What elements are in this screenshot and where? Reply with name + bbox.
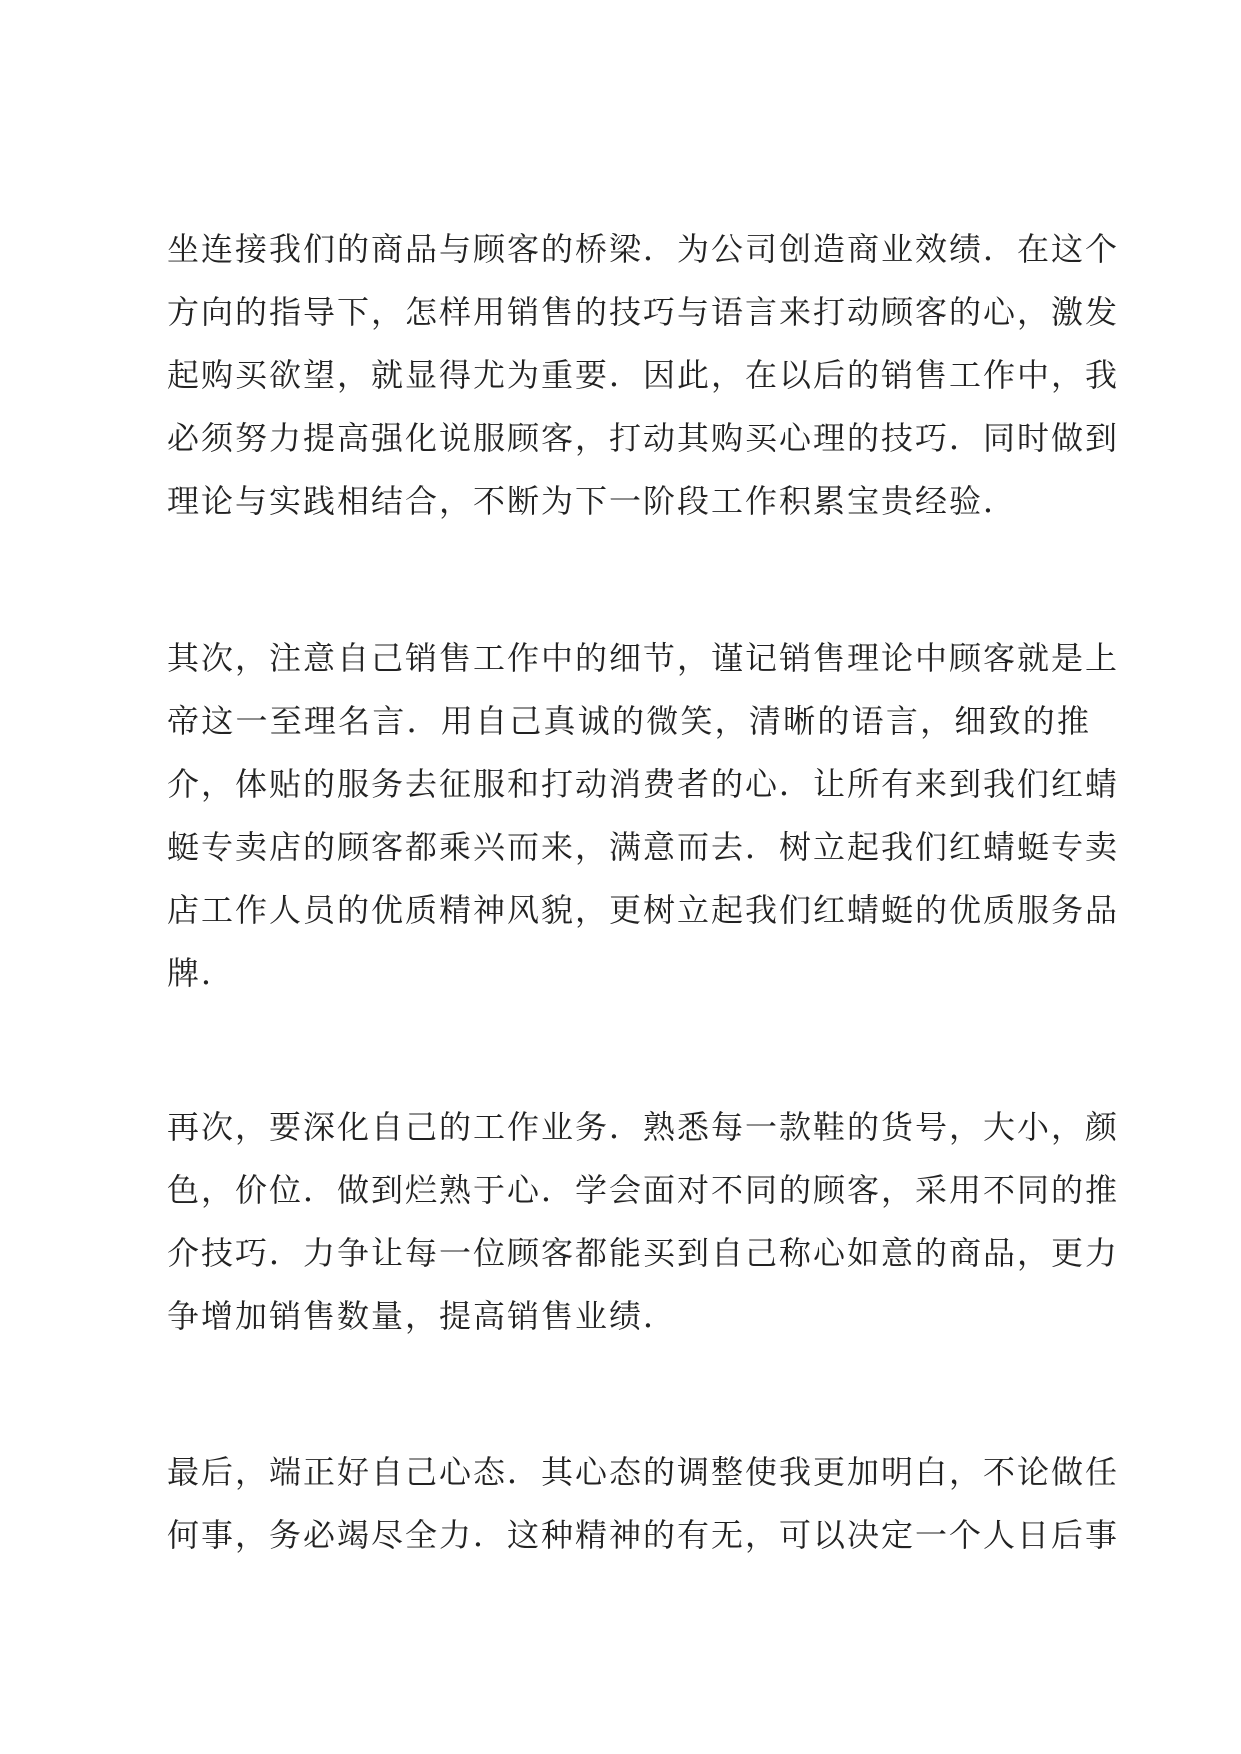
paragraph-line: 再次，要深化自己的工作业务．熟悉每一款鞋的货号，大小，颜	[167, 1108, 1120, 1146]
paragraph-2	[167, 627, 1120, 1005]
paragraph-line: 理论与实践相结合，不断为下一阶段工作积累宝贵经验．	[167, 482, 1018, 520]
paragraph-line: 方向的指导下，怎样用销售的技巧与语言来打动顾客的心，激发	[167, 293, 1120, 331]
paragraph-line: 何事，务必竭尽全力．这种精神的有无，可以决定一个人日后事	[167, 1516, 1120, 1554]
paragraph-line: 帝这一至理名言．用自己真诚的微笑，清晰的语言，细致的推	[167, 702, 1091, 740]
paragraph-3	[167, 1096, 1120, 1348]
paragraph-line: 店工作人员的优质精神风貌，更树立起我们红蜻蜓的优质服务品	[167, 891, 1120, 929]
paragraph-line: 蜓专卖店的顾客都乘兴而来，满意而去．树立起我们红蜻蜓专卖	[167, 828, 1120, 866]
paragraph-line: 起购买欲望，就显得尤为重要．因此，在以后的销售工作中，我	[167, 356, 1120, 394]
paragraph-line: 坐连接我们的商品与顾客的桥梁．为公司创造商业效绩．在这个	[167, 230, 1120, 268]
paragraph-line: 最后，端正好自己心态．其心态的调整使我更加明白，不论做任	[167, 1453, 1120, 1491]
paragraph-4	[167, 1441, 1120, 1567]
paragraph-line: 其次，注意自己销售工作中的细节，谨记销售理论中顾客就是上	[167, 639, 1120, 677]
paragraph-1	[167, 218, 1120, 533]
paragraph-line: 色，价位．做到烂熟于心．学会面对不同的顾客，采用不同的推	[167, 1171, 1120, 1209]
paragraph-line: 必须努力提高强化说服顾客，打动其购买心理的技巧．同时做到	[167, 419, 1120, 457]
paragraph-line: 介技巧．力争让每一位顾客都能买到自己称心如意的商品，更力	[167, 1234, 1120, 1272]
paragraph-line: 牌．	[167, 954, 236, 992]
paragraph-line: 争增加销售数量，提高销售业绩．	[167, 1297, 678, 1335]
paragraph-line: 介，体贴的服务去征服和打动消费者的心．让所有来到我们红蜻	[167, 765, 1120, 803]
